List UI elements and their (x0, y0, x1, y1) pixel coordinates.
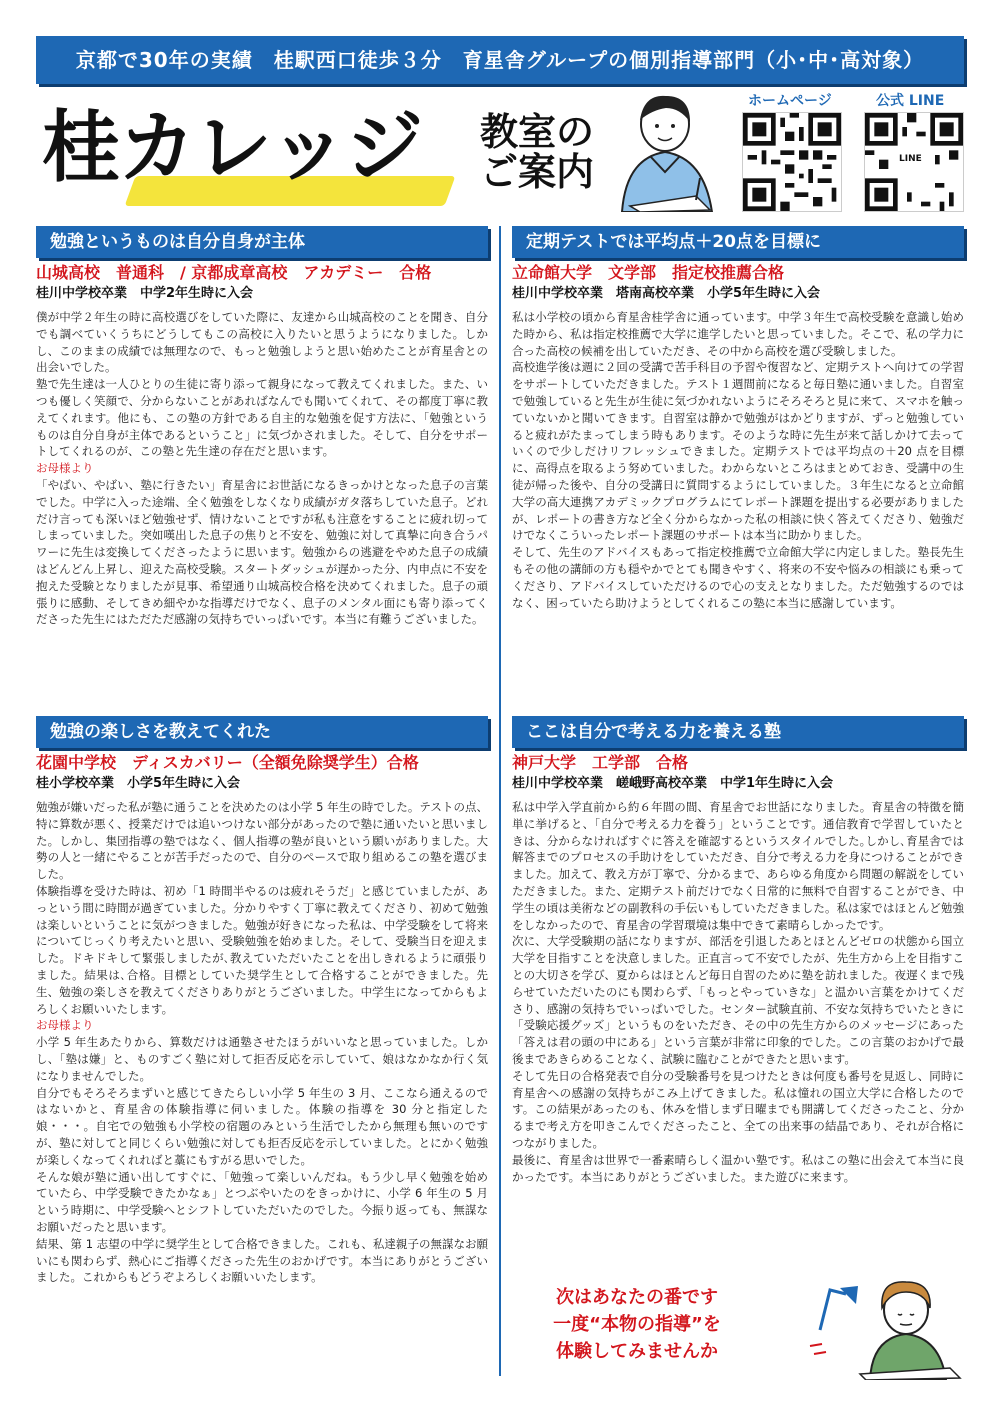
paragraph: そして先日の合格発表で自分の受験番号を見つけたときは何度も番号を見返し、同時に育星舎への感謝の気持ちがこみ上げてきました。私は憧れの国立大学に合格したのです。この結果があったのも、休みを惜しまず日曜までも開講してくださったこと、分かるまで考え方を叩きこんでくださったこと、全ての出来事の結晶であり、それが合格につながりました。 (512, 1068, 964, 1150)
student-background: 桂川中学校卒業 中学2年生時に入会 (36, 286, 254, 301)
homepage-qr-code[interactable] (742, 112, 842, 212)
studying-student-illustration (800, 1270, 964, 1380)
paragraph: そして、先生のアドバイスもあって指定校推薦で立命館大学に内定しました。塾長先生もその他の講師の方も穏やかでとても聞きやすく、将来の不安や悩みの相談にも乗ってくださり、アドバイスしていただけるので心の支えとなりました。ただ勉強するのではなく、困っていたら助けようとしてくれるこの塾に本当に感謝しています。 (512, 545, 964, 610)
mother-label: お母様より (36, 1018, 94, 1033)
school-result: 花園中学校 ディスカバリー（全額免除奨学生）合格 (36, 753, 419, 772)
header-banner: 京都で30年の実績 桂駅西口徒歩３分 育星舎グループの個別指導部門（小･中･高対象） (36, 36, 964, 84)
mother-comment: そんな娘が塾に通い出してすぐに、「勉強って楽しいんだね。もう少し早く勉強を始めていたら、中学受験できたかなぁ」とつぶやいたのをきっかけに、小学 6 年生の 5 月という時期に、中学受験へとシフトしていただいたのでした。今振り返っても、無謀なお願いだったと思います。 (36, 1169, 488, 1234)
testimonial-section-4 (512, 716, 964, 1185)
testimonial-body (512, 799, 964, 1185)
section-heading: 勉強の楽しさを教えてくれた (36, 716, 488, 748)
paragraph: 次に、大学受験期の話になりますが、部活を引退したあとほとんどゼロの状態から国立大学を目指すことを決意しました。正直言って不安でしたが、先生方から上を目指すことの大切さを学び、夏からはほとんど毎日自習のために塾を訪れました。夜遅くまで残らせていただいたのにも関わらず、「もっとやっていきな」と温かい言葉をかけてくださり、感謝の気持ちでいっぱいでした。センター試験直前、不安な気持ちでいたときに「受験応援グッズ」というものをいただき、その中の先生方からのメッセージにあった「答えは君の頭の中にある」という言葉が非常に印象的でした。この言葉のおかげで最後まであきらめることなく、試験に臨むことができたと思います。 (512, 934, 964, 1066)
testimonial-body (36, 309, 488, 628)
section-heading: ここは自分で考える力を養える塾 (512, 716, 964, 748)
page-subtitle (480, 112, 594, 192)
page-title: 桂カレッジ (42, 103, 422, 193)
paragraph: 最後に、育星舎は世界で一番素晴らしく温かい塾です。私はこの塾に出会えて本当に良かったです。本当にありがとうございました。また遊びに来ます。 (512, 1152, 964, 1184)
student-background: 桂小学校卒業 小学5年生時に入会 (36, 776, 241, 791)
testimonial-section-3 (36, 716, 488, 1286)
paragraph: 勉強が嫌いだった私が塾に通うことを決めたのは小学 5 年生の時でした。テストの点、特に算数が悪く、授業だけでは追いつけない部分があったので塾に通いたいと思いました。しかし、集団指導の塾ではなく、個人指導の塾が良いという願いがありました。大勢の人と一緒にやることが苦手だったので、自分のペースで取り組めるこの塾を選びました。 (36, 800, 488, 882)
cta-line-3: 体験してみませんか (556, 1341, 718, 1362)
testimonial-body (36, 799, 488, 1286)
mother-comment: 小学 5 年生あたりから、算数だけは通塾させたほうがいいなと思っていました。しかし、「塾は嫌」と、ものすごく塾に対して拒否反応を示していて、娘はなかなか行く気になりませんでした。 (36, 1035, 488, 1083)
mother-comment: 自分でもそろそろまずいと感じてきたらしい小学 5 年生の 3 月、ここなら通えるのではないかと、育星舎の体験指導に伺いました。体験の指導を 30 分と指定した娘・・・。自宅での勉強も小学校の宿題のみという生活でしたから無理も無いのですが、塾に対してと同じくらい勉強に対しても拒否反応を示していました。とにかく勉強が楽しくなってくれればと藁にもすがる思いでした。 (36, 1085, 488, 1167)
paragraph: 高校進学後は週に２回の受講で苦手科目の予習や復習など、定期テストへ向けての学習をサポートしていただきました。テスト１週間前になると毎日塾に通いました。自習室で勉強していると先生が生徒に気づかれないようにそろそろと見に来て、スマホを触っていないかと聞いてきます。自習室は静かで勉強がはかどりますが、ずっと勉強していると疲れがたまってしまう時もあります。そのような時に先生が来て話しかけて去っていくので少しだけリフレッシュできました。定期テストでは平均点の＋20 点を目標に、高得点を取るよう努めていました。わからないところはまとめておき、受講中の生徒が帰った後や、自分の受講日に質問するようにしていました。３年生になると立命館大学の高大連携アカデミックプログラムにてレポート課題を提出する必要がありましたが、レポートの書き方など全く分からなかった私の相談に快く答えてくださり、勉強だけでなくこういったレポート課題のサポートは本当に助かりました。 (512, 360, 964, 543)
testimonial-section-2 (512, 226, 964, 611)
subtitle-line-1: 教室の (480, 110, 595, 154)
paragraph: 私は小学校の頃から育星舎桂学舎に通っています。中学３年生で高校受験を意識し始めた時から、私は指定校推薦で大学に進学したいと思っていました。そこで、私の学力に合った高校の候補を出していただき、その中から高校を選び受験しました。 (512, 310, 964, 358)
mother-comment: 結果、第 1 志望の中学に奨学生として合格できました。これも、私達親子の無謀なお願いにも関わらず、熱心にご指導くださった先生のおかげです。本当にありがとうございました。これからもどうぞよろしくお願いいたします。 (36, 1236, 488, 1285)
testimonial-body (512, 309, 964, 611)
qr-line-label: 公式 LINE (876, 93, 945, 109)
mother-comment: 「やばい、やばい、塾に行きたい」育星舎にお世話になるきっかけとなった息子の言葉でした。中学に入った途端、全く勉強をしなくなり成績がガタ落ちしていた息子。どれだけ言っても深いほど勉強せず、情けないことですが私も注意をすることに疲れ切ってしまっていました。突如嘆出した息子の焦りと不安を、勉強に対して真摯に向き合うパワーに先生は変換してくださったように思います。勉強からの逃避をやめた息子の成績はどんどん上昇し、迎えた高校受験。スタートダッシュが遅かった分、内申点に不安を抱えた受験となりましたが見事、希望通り山城高校合格を決めてくれました。息子の頑張りに感動、そしてきめ細やかな指導だけでなく、息子のメンタル面にも寄り添ってくださった先生にはただただ感謝の気持ちでいっぱいです。本当に有難うございました。 (36, 477, 488, 627)
section-heading: 定期テストでは平均点＋20点を目標に (512, 226, 964, 258)
qr-line-center-text: LINE (899, 154, 922, 164)
column-divider (499, 226, 501, 1376)
paragraph: 塾で先生達は一人ひとりの生徒に寄り添って親身になって教えてくれました。また、いつも優しく笑顔で、分からないことがあればなんでも聞いてくれて、その都度丁寧に教えてくれます。他にも、この塾の方針である自主的な勉強を促す方法に、「勉強というものは自分自身が主体であるということ」に気づかされました。そして、自分をサポートしてくれるのが、この塾と先生達の存在だと思います。 (36, 377, 488, 459)
call-to-action (512, 1284, 762, 1365)
paragraph: 私は中学入学直前から約６年間の間、育星舎でお世話になりました。育星舎の特徴を簡単に挙げると、「自分で考える力を養う」ということです。通信教育で学習していたときは、分からなければすぐに答えを確認するというスタイルでした｡しかし､育星舎では解答までのプロセスの手助けをしていただき、自分で考える力を身につけることができました。加えて、教え方が丁寧で、分かるまで、あらゆる角度から問題の解説をしていただきました。また、定期テスト前だけでなく日常的に無料で自習することができ、中学生の頃は美術などの副教科の手伝いもしていただきました。私は家ではほとんど勉強をしなかったので、育星舎の学習環境は集中できて素晴らしかったです。 (512, 800, 964, 932)
qr-homepage-label: ホームページ (748, 93, 832, 109)
cta-line-2: 一度“本物の指導”を (553, 1314, 721, 1335)
student-background: 桂川中学校卒業 嵯峨野高校卒業 中学1年生時に入会 (512, 776, 834, 791)
section-heading: 勉強というものは自分自身が主体 (36, 226, 488, 258)
teacher-illustration (600, 88, 730, 212)
cta-line-1: 次はあなたの番です (556, 1287, 718, 1308)
paragraph: 体験指導を受けた時は、初め「1 時間半やるのは疲れそうだ」と感じていましたが、あっという間に時間が過ぎていました。分かりやすく丁寧に教えてくださり、初めて勉強は楽しいということに気がつきました。勉強が好きになった私は、中学受験をして将来についてじっくり考えたいと思い、受験勉強を始めました。そして、受験当日を迎えました。ドキドキして緊張しましたが､教えていただいたことを出しきれるように頑張りました。結果は､合格。目標としていた奨学生として合格することができました。先生、勉強の楽しさを教えてくださりありがとうございました。中学生になってからもよろしくお願いいたします。 (36, 883, 488, 1016)
testimonial-section-1 (36, 226, 488, 628)
subtitle-line-2: ご案内 (480, 150, 595, 194)
school-result: 立命館大学 文学部 指定校推薦合格 (512, 263, 785, 282)
mother-label: お母様より (36, 461, 94, 476)
school-result: 山城高校 普通科 / 京都成章高校 アカデミー 合格 (36, 263, 432, 282)
school-result: 神戸大学 工学部 合格 (512, 753, 689, 772)
paragraph: 僕が中学２年生の時に高校選びをしていた際に、友達から山城高校のことを聞き、自分でも調べていくうちにどうしてもこの高校に入りたいと思うようになりました。しかし、このままの成績では無理なので、もっと勉強しようと思い始めたことが育星舎との出会いでした。 (36, 310, 488, 375)
student-background: 桂川中学校卒業 塔南高校卒業 小学5年生時に入会 (512, 286, 821, 301)
